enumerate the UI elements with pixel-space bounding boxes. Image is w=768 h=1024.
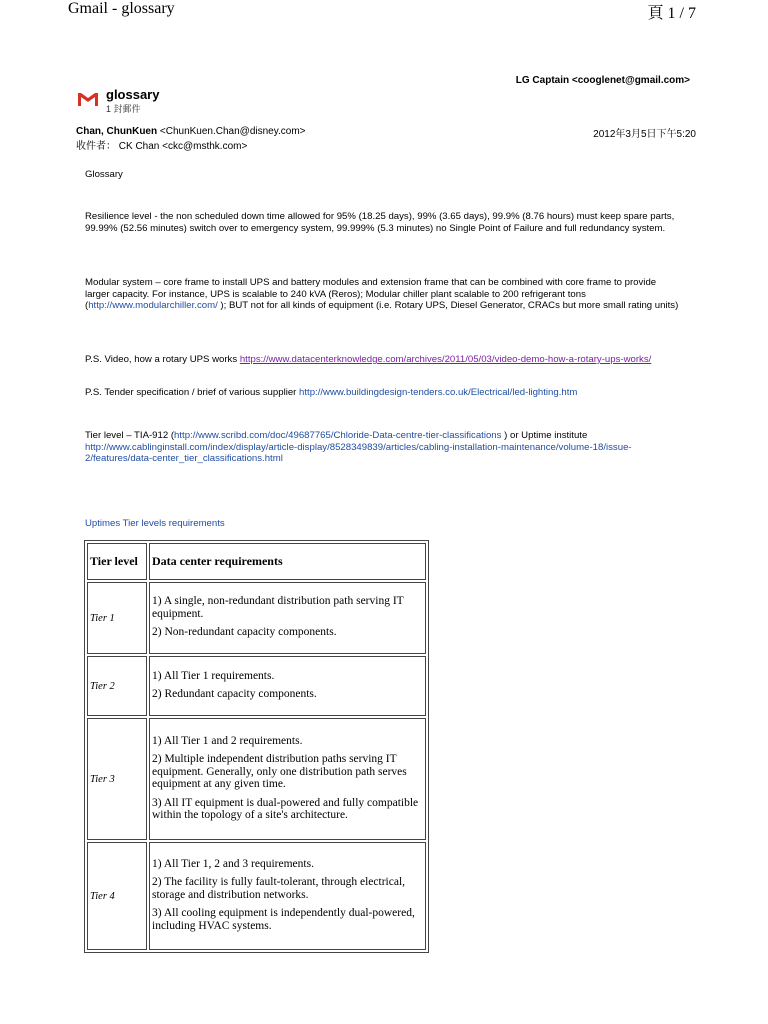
print-page-title: Gmail - glossary <box>68 0 175 17</box>
requirement: 1) All Tier 1 and 2 requirements. <box>152 734 303 747</box>
modular-link[interactable]: http://www.modularchiller.com/ <box>88 300 218 311</box>
tier-link-cablinginstall[interactable]: http://www.cablinginstall.com/index/display/article-display/8528349839/articles/cabling-installation-maintenance/volume-18/issue-2/features/data-center_tier_classifications.html <box>85 441 632 464</box>
table-header-row <box>87 543 426 580</box>
sender-name: Chan, ChunKuen <box>76 126 158 137</box>
requirement: 3) All IT equipment is dual-powered and fully compatible within the topology of a site's architecture. <box>152 796 419 821</box>
ps-video-text: P.S. Video, how a rotary UPS works <box>85 354 240 365</box>
body-modular <box>85 277 680 312</box>
ps-video-link[interactable]: https://www.datacenterknowledge.com/archives/2011/05/03/video-demo-how-a-rotary-ups-works/ <box>239 354 652 365</box>
table-row <box>87 842 426 950</box>
tier-requirements <box>149 582 426 654</box>
ps-tender-link[interactable]: http://www.buildingdesign-tenders.co.uk/Electrical/led-lighting.htm <box>299 387 578 398</box>
tier-name: Tier 2 <box>87 656 147 716</box>
tier-link-scribd[interactable]: http://www.scribd.com/doc/49687765/Chloride-Data-centre-tier-classifications <box>174 430 502 441</box>
recipient-line: 收件者： CK Chan <ckc@msthk.com> <box>76 141 248 152</box>
table-row <box>87 656 426 716</box>
header-requirements: Data center requirements <box>149 543 426 580</box>
tier-requirements-table <box>84 540 429 953</box>
requirement: 3) All cooling equipment is independently dual-powered, including HVAC systems. <box>152 907 415 932</box>
requirement: 1) All Tier 1 requirements. <box>152 669 275 682</box>
tier-requirements <box>149 656 426 716</box>
tier-name: Tier 1 <box>87 582 147 654</box>
account-label: LG Captain <cooglenet@gmail.com> <box>515 75 690 86</box>
body-ps-video <box>85 354 680 366</box>
gmail-logo-icon <box>77 91 99 107</box>
tier-requirements <box>149 842 426 950</box>
tier-text-2: ) or Uptime institute <box>501 430 588 441</box>
ps-tender-text: P.S. Tender specification / brief of various supplier <box>85 387 300 398</box>
email-date: 2012年3月5日下午5:20 <box>593 129 696 140</box>
sender-email: <ChunKuen.Chan@disney.com> <box>159 126 306 137</box>
tier-name: Tier 3 <box>87 718 147 840</box>
table-row <box>87 582 426 654</box>
requirement: 2) Redundant capacity components. <box>152 688 317 700</box>
tier-text-1: Tier level – TIA-912 ( <box>85 430 175 441</box>
header-tier-level: Tier level <box>87 543 147 580</box>
modular-text-2: ); BUT not for all kinds of equipment (i.e. Rotary UPS, Diesel Generator, CRACs but more small rating units) <box>217 300 679 311</box>
requirement: 1) A single, non-redundant distribution path serving IT equipment. <box>152 595 404 620</box>
body-greeting: Glossary <box>85 169 123 180</box>
requirement: 2) The facility is fully fault-tolerant, through electrical, storage and distribution networks. <box>152 876 406 901</box>
table-row <box>87 718 426 840</box>
requirement: 2) Multiple independent distribution paths serving IT equipment. Generally, only one distribution path serves equipment at any given time. <box>152 753 407 790</box>
print-page-number: 頁 1 / 7 <box>647 5 696 22</box>
message-count: 1 封郵件 <box>106 104 141 114</box>
body-tier-level <box>85 430 680 465</box>
tier-requirements <box>149 718 426 840</box>
body-ps-tender <box>85 387 680 399</box>
tier-name: Tier 4 <box>87 842 147 950</box>
requirement: 2) Non-redundant capacity components. <box>152 626 337 639</box>
modular-text-1: Modular system – core frame to install UPS and battery modules and extension frame that can be combined with core frame to provide larger capacity. For instance, UPS is scalable to 240 kVA (Reros); Modular chiller plant scalable to 200 refrigerant tons ( <box>85 277 657 311</box>
email-subject: glossary <box>106 87 160 102</box>
sender-line <box>76 126 306 137</box>
requirement: 1) All Tier 1, 2 and 3 requirements. <box>152 857 314 870</box>
table-caption: Uptimes Tier levels requirements <box>85 518 225 529</box>
body-resilience: Resilience level - the non scheduled down time allowed for 95% (18.25 days), 99% (3.65 days), 99.9% (8.76 hours) must keep spare parts, 99.99% (52.56 minutes) switch over to emergency system, 99.999% (5.3 minutes) no Single Point of Failure and full redundancy system. <box>85 211 675 234</box>
